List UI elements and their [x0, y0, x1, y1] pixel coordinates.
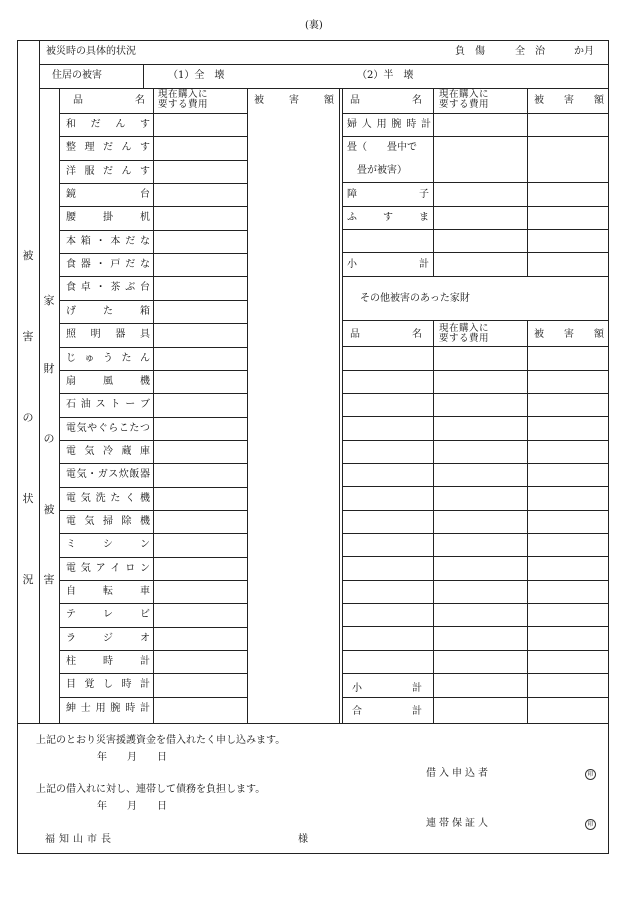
row-divider: [342, 206, 609, 207]
row-divider: [59, 206, 247, 207]
row-divider: [342, 580, 609, 581]
household-item-label: ミ シ ン: [66, 539, 150, 551]
header-cost-line1-other: 現在購入に: [439, 323, 490, 334]
household-item-label: 電 気 ・ ガ ス 炊 飯 器: [66, 469, 150, 481]
inner-label-char: 被: [43, 503, 55, 516]
row-divider: [59, 113, 247, 114]
header-cost-line1-right: 現在購入に: [439, 89, 490, 100]
addressee-honorific: 様: [298, 834, 308, 845]
outer-label-char: 被: [22, 249, 34, 262]
row-divider: [59, 347, 247, 348]
injury-label: 負 傷: [455, 46, 485, 57]
row-divider: [342, 603, 609, 604]
row-divider: [342, 650, 609, 651]
guarantee-statement: 上記の借入れに対し、連帯して債務を負担します。: [36, 784, 266, 795]
row-divider: [342, 276, 609, 277]
row-divider: [59, 673, 247, 674]
item-shoji: 障子: [347, 189, 429, 200]
row-divider: [59, 557, 247, 558]
row-divider: [342, 556, 609, 557]
row-divider: [342, 252, 609, 253]
addressee-mayor: 福知山市長: [45, 834, 115, 845]
row-divider: [342, 320, 609, 321]
row-divider: [342, 486, 609, 487]
household-item-label: 電 気 洗 た く 機: [66, 492, 150, 504]
household-item-label: テ レ ビ: [66, 609, 150, 621]
option-half-collapse: （2）半 壊: [357, 70, 414, 81]
household-item-label: 本 箱 ・ 本 だ な: [66, 235, 150, 247]
row-divider: [59, 417, 247, 418]
row-divider: [59, 510, 247, 511]
item-fusuma: ふすま: [347, 212, 429, 223]
months-label: か月: [574, 46, 594, 57]
header-item-name-other: 品 名: [350, 329, 422, 340]
item-subtotal-2: 小 計: [352, 683, 422, 694]
row-divider: [59, 627, 247, 628]
row-divider: [342, 463, 609, 464]
option-total-collapse: （1）全 壊: [168, 70, 225, 81]
row-divider: [342, 393, 609, 394]
row-divider: [342, 440, 609, 441]
household-item-label: げ た 箱: [66, 305, 150, 317]
header-damage: 被害額: [254, 95, 334, 106]
row-divider: [342, 136, 609, 137]
row-divider: [59, 440, 247, 441]
row-divider: [59, 230, 247, 231]
situation-label: 被災時の具体的状況: [46, 46, 136, 57]
item-tatami-line2: 畳が被害）: [357, 165, 407, 176]
household-item-label: 照 明 器 具: [66, 329, 150, 341]
header-cost-line2-other: 要する費用: [439, 333, 490, 344]
household-item-label: 鏡 台: [66, 189, 150, 201]
other-items-title: その他被害のあった家財: [360, 293, 470, 304]
outer-label-char: 況: [22, 573, 34, 586]
household-item-label: 自 転 車: [66, 586, 150, 597]
header-cost-line2: 要する費用: [158, 99, 209, 110]
outer-label-char: の: [22, 411, 34, 424]
row-divider: [342, 510, 609, 511]
household-item-label: 食 器 ・ 戸 だ な: [66, 259, 150, 271]
item-total: 合 計: [352, 706, 422, 717]
household-item-label: 電 気 冷 蔵 庫: [66, 445, 150, 457]
row-divider: [342, 346, 609, 347]
housing-damage-label: 住居の被害: [52, 70, 102, 81]
item-subtotal-1: 小 計: [347, 259, 429, 270]
household-item-label: 洋 服 だ ん す: [66, 165, 150, 177]
applicant-label: 借入申込者: [426, 768, 491, 779]
row-divider: [59, 253, 247, 254]
household-item-label: 石 油 ス ト ー ブ: [66, 399, 150, 411]
header-item-name-right: 品 名: [350, 95, 422, 106]
application-date: 年 月 日: [97, 752, 167, 763]
row-divider: [59, 487, 247, 488]
household-item-label: 電 気 ア イ ロ ン: [66, 562, 150, 574]
page-side-label: (裏): [305, 20, 323, 31]
row-divider: [342, 113, 609, 114]
row-divider: [59, 697, 247, 698]
row-divider: [59, 136, 247, 137]
household-item-label: 整 理 だ ん す: [66, 142, 150, 154]
row-divider: [59, 276, 247, 277]
household-item-label: 電 気 や ぐ ら こ た つ: [66, 422, 150, 434]
row-divider: [59, 533, 247, 534]
header-cost-line2-right: 要する費用: [439, 99, 490, 110]
outer-label-char: 状: [22, 492, 34, 505]
row-divider: [59, 463, 247, 464]
row-divider: [342, 182, 609, 183]
guarantee-date: 年 月 日: [97, 801, 167, 812]
row-divider: [59, 183, 247, 184]
household-item-label: 目 覚 し 時 計: [66, 679, 150, 691]
row-divider: [59, 393, 247, 394]
row-divider: [59, 300, 247, 301]
row-divider: [342, 229, 609, 230]
cure-label: 全 治: [515, 46, 545, 57]
header-damage-right: 被害額: [534, 95, 604, 106]
row-divider: [59, 370, 247, 371]
household-item-label: 柱 時 計: [66, 656, 150, 668]
household-item-label: 食 卓 ・ 茶 ぶ 台: [66, 282, 150, 294]
row-divider: [342, 370, 609, 371]
row-divider: [59, 160, 247, 161]
household-item-label: ラ ジ オ: [66, 632, 150, 644]
row-divider: [342, 533, 609, 534]
row-divider: [342, 416, 609, 417]
row-divider: [342, 673, 609, 674]
row-divider: [59, 580, 247, 581]
guarantor-seal-mark: 印: [585, 819, 596, 830]
row-divider: [342, 626, 609, 627]
row-divider: [59, 650, 247, 651]
inner-label-char: 家: [43, 294, 55, 307]
household-item-label: 和 だ ん す: [66, 119, 150, 130]
household-item-label: 腰 掛 机: [66, 212, 150, 224]
inner-label-char: 害: [43, 573, 55, 586]
inner-label-char: 財: [43, 362, 55, 375]
household-item-label: じ ゅ う た ん: [66, 352, 150, 364]
header-item-name: 品 名: [73, 95, 145, 106]
household-item-label: 紳 士 用 腕 時 計: [66, 702, 150, 714]
item-ladies-watch: 婦人用腕時計: [347, 119, 431, 130]
header-damage-other: 被害額: [534, 329, 604, 340]
applicant-seal-mark: 印: [585, 769, 596, 780]
guarantor-label: 連帯保証人: [426, 818, 491, 829]
inner-label-char: の: [43, 432, 55, 445]
household-item-label: 電 気 掃 除 機: [66, 515, 150, 527]
row-divider: [59, 603, 247, 604]
item-tatami-line1: 畳（ 畳中で: [347, 142, 417, 153]
header-cost-line1: 現在購入に: [158, 89, 209, 100]
household-item-label: 扇 風 機: [66, 375, 150, 387]
row-divider: [342, 697, 609, 698]
application-statement: 上記のとおり災害援護資金を借入れたく申し込みます。: [36, 735, 286, 746]
outer-label-char: 害: [22, 330, 34, 343]
row-divider: [59, 323, 247, 324]
